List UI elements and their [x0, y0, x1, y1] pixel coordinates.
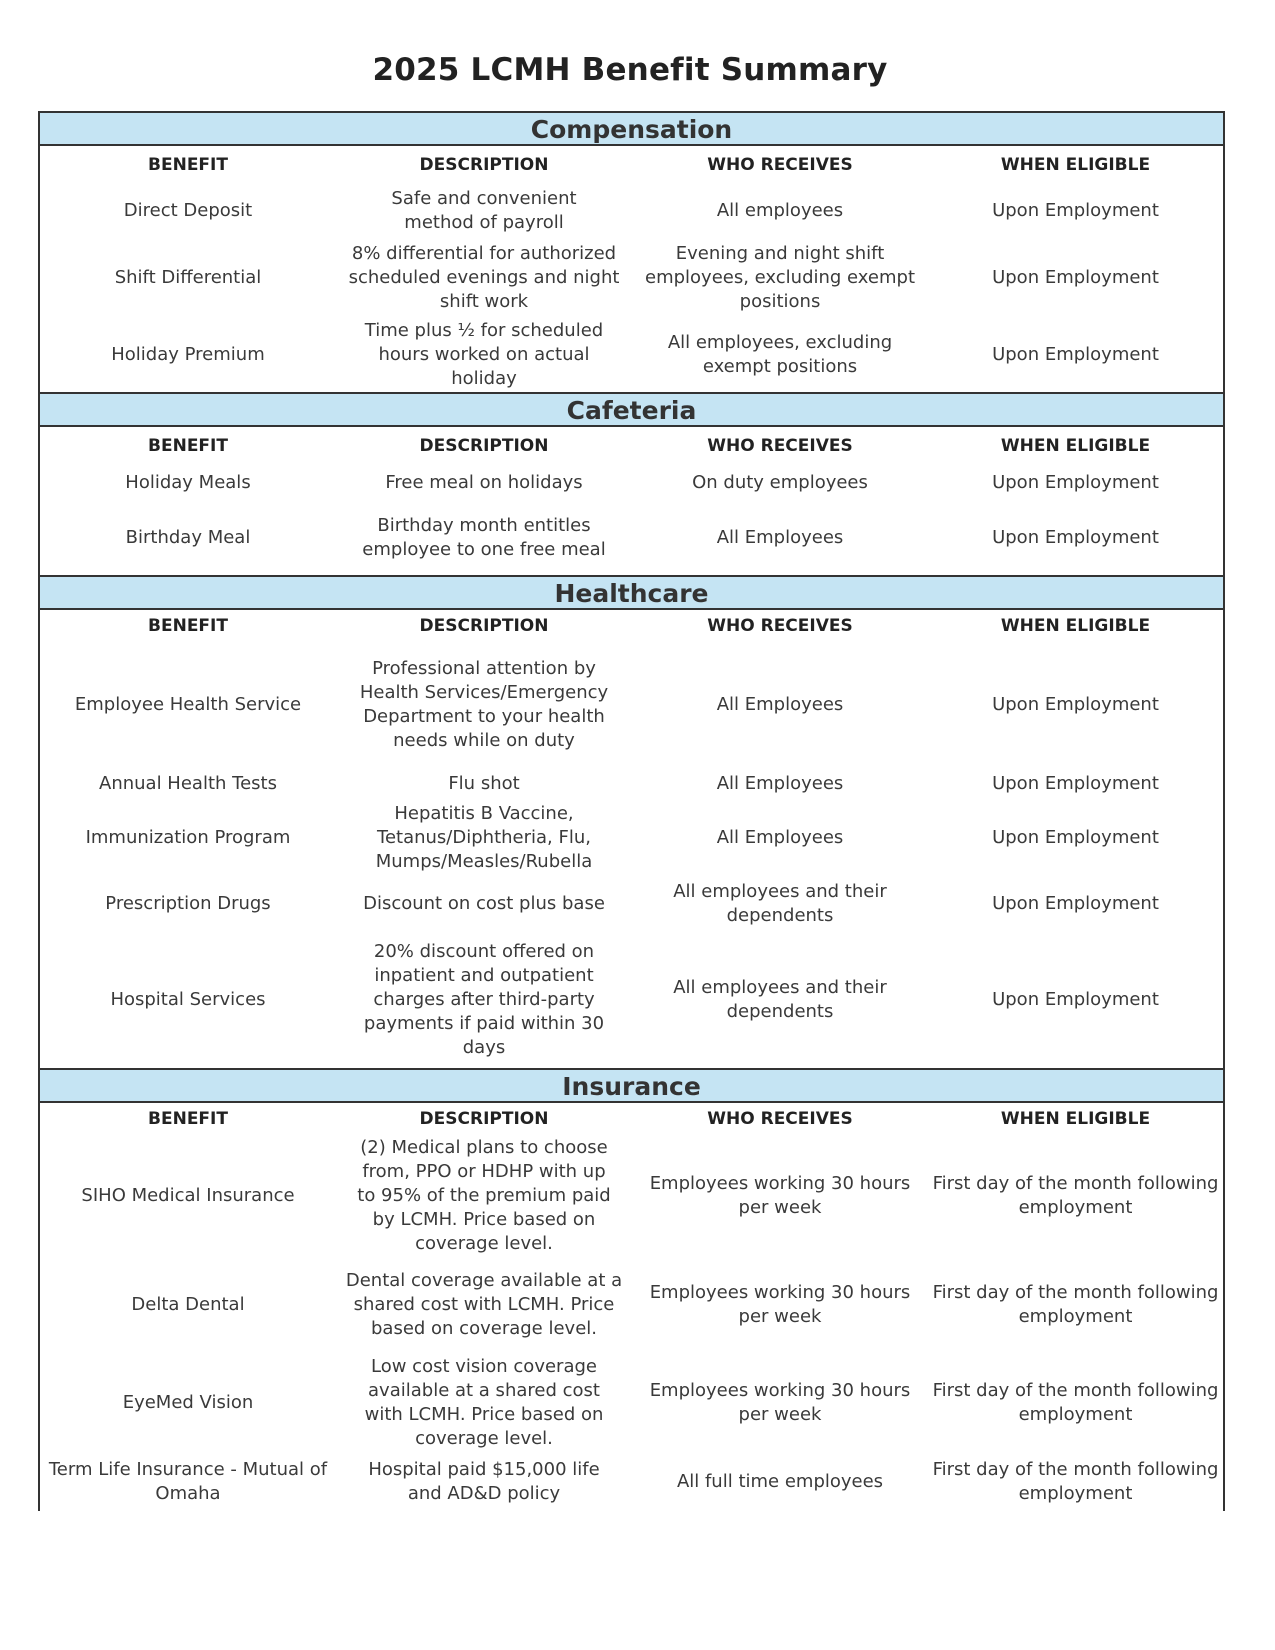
- benefit-description: Dental coverage available at a shared cost with LCMH. Price based on coverage level.: [345, 1270, 623, 1339]
- column-header-description: DESCRIPTION: [419, 436, 549, 456]
- section-insurance: [38, 1070, 1225, 1511]
- benefit-who-receives: All Employees: [716, 694, 844, 715]
- column-header-description: DESCRIPTION: [419, 155, 549, 175]
- table-row: [40, 1135, 1223, 1257]
- column-header-when-eligible: WHEN ELIGIBLE: [1000, 616, 1151, 636]
- table-row: [40, 642, 1223, 768]
- benefit-who-receives: All employees and their dependents: [673, 977, 887, 1022]
- benefit-who-receives: Evening and night shift employees, excluding exempt positions: [645, 243, 915, 312]
- benefit-who-receives: All Employees: [716, 827, 844, 848]
- benefit-when-eligible: Upon Employment: [992, 773, 1159, 794]
- column-header-description: DESCRIPTION: [419, 616, 549, 636]
- table-row: [40, 768, 1223, 800]
- benefit-summary-table: [38, 111, 1225, 1511]
- benefit-who-receives: Employees working 30 hours per week: [649, 1282, 911, 1327]
- benefit-description: Discount on cost plus base: [363, 893, 605, 914]
- benefit-when-eligible: Upon Employment: [992, 893, 1159, 914]
- benefit-when-eligible: Upon Employment: [992, 472, 1159, 493]
- section-healthcare: [38, 577, 1225, 1070]
- section-cafeteria: [38, 394, 1225, 577]
- column-header-row: [40, 146, 1223, 184]
- column-header-row: [40, 1103, 1223, 1135]
- column-header-when-eligible: WHEN ELIGIBLE: [1000, 1109, 1151, 1129]
- benefit-who-receives: Employees working 30 hours per week: [649, 1380, 911, 1425]
- benefit-who-receives: All full time employees: [676, 1471, 884, 1492]
- benefit-name: Direct Deposit: [123, 200, 253, 221]
- benefit-when-eligible: Upon Employment: [992, 344, 1159, 365]
- benefit-name: Term Life Insurance - Mutual of Omaha: [48, 1459, 328, 1504]
- benefit-description: 20% discount offered on inpatient and outpatient charges after third-party payments if paid within 30 days: [363, 941, 605, 1058]
- section-header: Cafeteria: [40, 394, 1223, 427]
- benefit-when-eligible: First day of the month following employment: [932, 1173, 1219, 1218]
- column-header-when-eligible: WHEN ELIGIBLE: [1000, 155, 1151, 175]
- benefit-who-receives: On duty employees: [692, 472, 868, 493]
- benefit-who-receives: All employees, excluding exempt positions: [667, 332, 893, 377]
- benefit-description: Flu shot: [448, 773, 520, 794]
- benefit-who-receives: All employees and their dependents: [673, 881, 887, 926]
- benefit-description: 8% differential for authorized scheduled evenings and night shift work: [348, 243, 620, 312]
- benefit-when-eligible: Upon Employment: [992, 267, 1159, 288]
- benefit-when-eligible: First day of the month following employment: [932, 1282, 1219, 1327]
- section-header: Healthcare: [40, 577, 1223, 610]
- column-header-row: [40, 610, 1223, 642]
- column-header-who-receives: WHO RECEIVES: [707, 155, 853, 175]
- benefit-description: Professional attention by Health Services/Emergency Department to your health needs while on duty: [359, 658, 609, 751]
- table-row: [40, 800, 1223, 876]
- benefit-description: Time plus ½ for scheduled hours worked on actual holiday: [364, 320, 604, 389]
- table-row: [40, 932, 1223, 1070]
- benefit-name: Shift Differential: [114, 267, 262, 288]
- benefit-when-eligible: Upon Employment: [992, 694, 1159, 715]
- benefit-description: Low cost vision coverage available at a shared cost with LCMH. Price based on coverage level.: [364, 1356, 604, 1449]
- benefit-description: Birthday month entitles employee to one free meal: [362, 515, 606, 560]
- benefit-description: Hospital paid $15,000 life and AD&D policy: [368, 1459, 600, 1504]
- column-header-who-receives: WHO RECEIVES: [707, 436, 853, 456]
- section-header: Compensation: [40, 111, 1223, 146]
- benefit-name: Annual Health Tests: [99, 773, 277, 794]
- column-header-benefit: BENEFIT: [148, 155, 228, 175]
- benefit-when-eligible: Upon Employment: [992, 989, 1159, 1010]
- benefit-description: Hepatitis B Vaccine, Tetanus/Diphtheria, Flu, Mumps/Measles/Rubella: [375, 803, 593, 872]
- table-row: [40, 1257, 1223, 1353]
- table-row: [40, 1353, 1223, 1453]
- column-header-who-receives: WHO RECEIVES: [707, 616, 853, 636]
- page-title: 2025 LCMH Benefit Summary: [372, 52, 888, 88]
- table-row: [40, 318, 1223, 394]
- benefit-when-eligible: Upon Employment: [992, 527, 1159, 548]
- benefit-when-eligible: First day of the month following employment: [932, 1380, 1219, 1425]
- benefit-who-receives: All Employees: [716, 773, 844, 794]
- benefit-name: Holiday Meals: [125, 472, 251, 493]
- benefit-name: EyeMed Vision: [122, 1392, 254, 1413]
- benefit-when-eligible: First day of the month following employment: [932, 1459, 1219, 1504]
- column-header-benefit: BENEFIT: [148, 436, 228, 456]
- benefit-who-receives: All Employees: [716, 527, 844, 548]
- benefit-description: Safe and convenient method of payroll: [391, 188, 577, 233]
- benefit-name: Employee Health Service: [74, 694, 302, 715]
- table-row: [40, 876, 1223, 932]
- column-header-who-receives: WHO RECEIVES: [707, 1109, 853, 1129]
- benefit-name: Hospital Services: [110, 989, 266, 1010]
- benefit-name: Holiday Premium: [111, 344, 265, 365]
- benefit-who-receives: Employees working 30 hours per week: [649, 1173, 911, 1218]
- benefit-name: Prescription Drugs: [105, 893, 271, 914]
- column-header-row: [40, 427, 1223, 465]
- benefit-name: Delta Dental: [131, 1294, 245, 1315]
- benefit-name: SIHO Medical Insurance: [81, 1185, 295, 1206]
- column-header-benefit: BENEFIT: [148, 616, 228, 636]
- column-header-benefit: BENEFIT: [148, 1109, 228, 1129]
- table-row: [40, 465, 1223, 501]
- benefit-name: Immunization Program: [85, 827, 291, 848]
- section-compensation: [38, 111, 1225, 394]
- table-row: [40, 238, 1223, 318]
- table-row: [40, 1453, 1223, 1511]
- benefit-when-eligible: Upon Employment: [992, 827, 1159, 848]
- benefit-who-receives: All employees: [716, 200, 844, 221]
- column-header-when-eligible: WHEN ELIGIBLE: [1000, 436, 1151, 456]
- benefit-description: (2) Medical plans to choose from, PPO or HDHP with up to 95% of the premium paid by LCMH. Price based on coverage level.: [357, 1137, 611, 1254]
- benefit-description: Free meal on holidays: [385, 472, 583, 493]
- table-row: [40, 501, 1223, 577]
- column-header-description: DESCRIPTION: [419, 1109, 549, 1129]
- table-row: [40, 184, 1223, 238]
- section-header: Insurance: [40, 1070, 1223, 1103]
- benefit-name: Birthday Meal: [125, 527, 251, 548]
- benefit-when-eligible: Upon Employment: [992, 200, 1159, 221]
